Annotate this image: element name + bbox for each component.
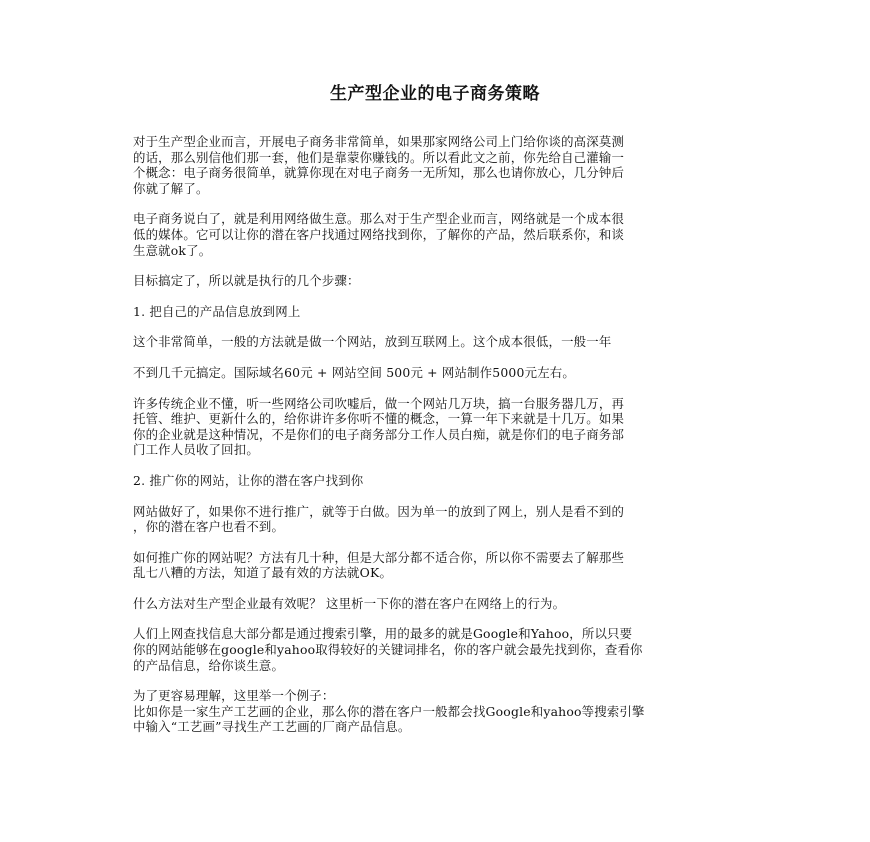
paragraph: [133, 304, 739, 320]
paragraph: [133, 273, 739, 289]
paragraph-line: 你就了解了。: [133, 180, 209, 196]
paragraph-line: 乱七八糟的方法，知道了最有效的方法就OK。: [133, 565, 393, 581]
paragraph-line: 中输入“工艺画”寻找生产工艺画的厂商产品信息。: [133, 719, 411, 735]
paragraph: [133, 504, 739, 535]
paragraph: [133, 211, 739, 258]
paragraph: [133, 334, 739, 350]
paragraph-line: 比如你是一家生产工艺画的企业，那么你的潜在客户一般都会找Google和yahoo等搜索引擎: [133, 703, 645, 719]
paragraph-line: 许多传统企业不懂，听一些网络公司吹嘘后，做一个网站几万块，搞一台服务器几万，再: [133, 395, 625, 411]
paragraph-line: 生意就ok了。: [133, 242, 212, 258]
paragraph: [133, 473, 739, 489]
paragraph-line: 的产品信息，给你谈生意。: [133, 657, 285, 673]
paragraph-line: 1. 把自己的产品信息放到网上: [133, 303, 301, 319]
paragraph-line: 电子商务说白了，就是利用网络做生意。那么对于生产型企业而言，网络就是一个成本很: [133, 211, 625, 227]
paragraph-line: 网站做好了，如果你不进行推广，就等于白做。因为单一的放到了网上，别人是看不到的: [133, 503, 625, 519]
paragraph-line: 你的网站能够在google和yahoo取得较好的关键词排名，你的客户就会最先找到你，查看你: [133, 642, 643, 658]
paragraph-line: 如何推广你的网站呢？方法有几十种，但是大部分都不适合你，所以你不需要去了解那些: [133, 549, 625, 565]
paragraph-line: 这个非常简单，一般的方法就是做一个网站，放到互联网上。这个成本很低，一般一年: [133, 334, 612, 350]
paragraph-line: 个概念：电子商务很简单，就算你现在对电子商务一无所知，那么也请你放心，几分钟后: [133, 165, 625, 181]
paragraph-line: ，你的潜在客户也看不到。: [133, 519, 285, 535]
paragraph-line: 低的媒体。它可以让你的潜在客户找通过网络找到你，了解你的产品，然后联系你，和谈: [133, 226, 625, 242]
paragraph: [133, 626, 739, 673]
paragraph: [133, 365, 739, 381]
paragraph-line: 你的企业就是这种情况，不是你们的电子商务部分工作人员白痴，就是你们的电子商务部: [133, 426, 625, 442]
paragraph-line: 不到几千元搞定。国际域名60元 + 网站空间 500元 + 网站制作5000元左右。: [133, 364, 575, 380]
paragraph: [133, 396, 739, 458]
document-body: [133, 134, 739, 735]
paragraph: [133, 550, 739, 581]
document-title: 生产型企业的电子商务策略: [330, 84, 540, 104]
paragraph: [133, 596, 739, 612]
paragraph-line: 门工作人员收了回扣。: [133, 442, 259, 458]
paragraph: [133, 134, 739, 196]
paragraph: [133, 688, 739, 735]
paragraph-line: 目标搞定了，所以就是执行的几个步骤：: [133, 273, 360, 289]
paragraph-line: 2. 推广你的网站，让你的潜在客户找到你: [133, 472, 364, 488]
paragraph-line: 为了更容易理解，这里举一个例子：: [133, 688, 335, 704]
paragraph-line: 对于生产型企业而言，开展电子商务非常简单，如果那家网络公司上门给你谈的高深莫测: [133, 134, 625, 149]
paragraph-line: 托管、维护、更新什么的，给你讲许多你听不懂的概念，一算一年下来就是十几万。如果: [133, 411, 625, 427]
paragraph-line: 人们上网查找信息大部分都是通过搜索引擎，用的最多的就是Google和Yahoo，所以只要: [133, 626, 633, 642]
paragraph-line: 的话，那么别信他们那一套，他们是靠蒙你赚钱的。所以看此文之前，你先给自己灌输一: [133, 149, 625, 165]
paragraph-line: 什么方法对生产型企业最有效呢？ 这里析一下你的潜在客户在网络上的行为。: [133, 595, 566, 611]
